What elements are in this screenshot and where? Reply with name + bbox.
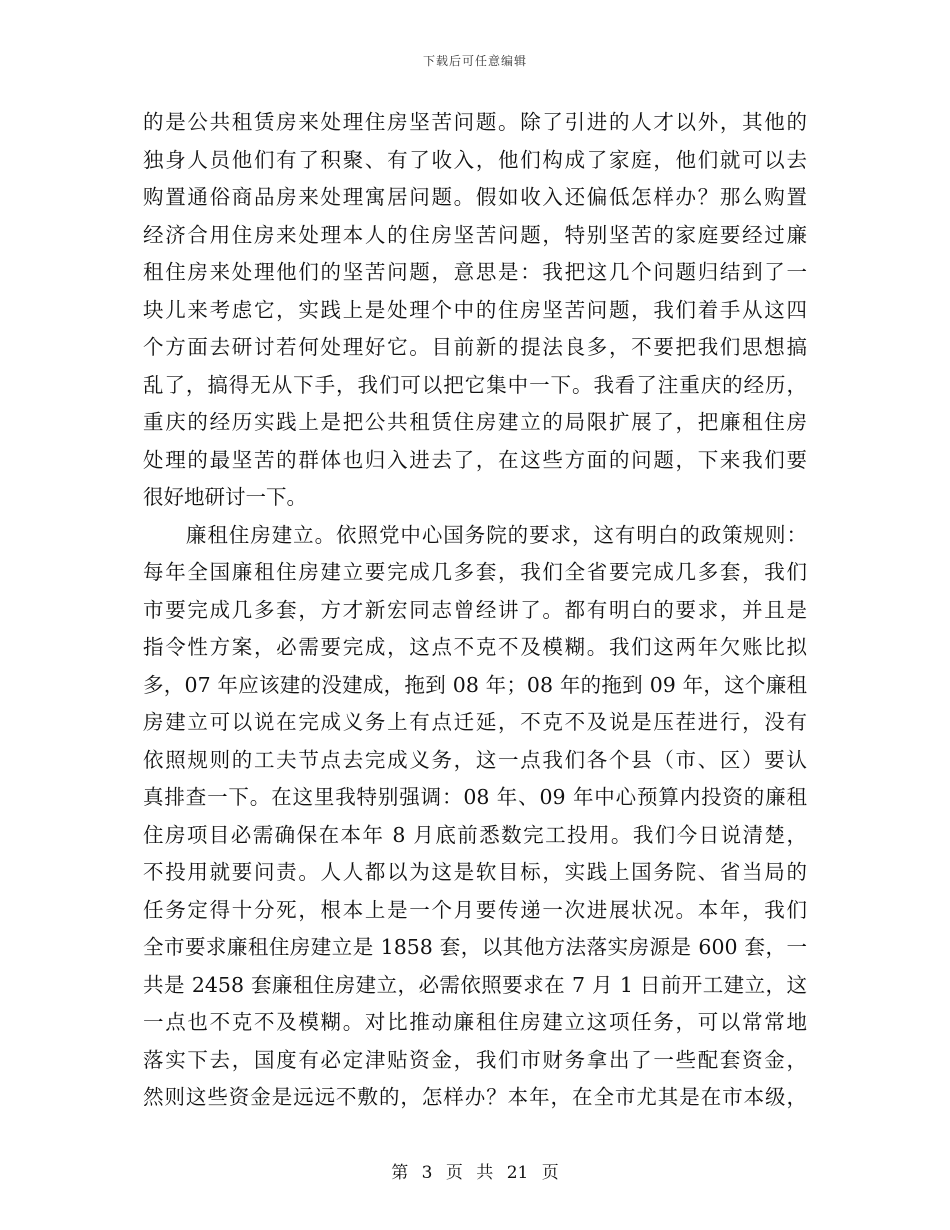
text-line: 指令性方案，必需要完成，这点不克不及模糊。我们这两年欠账比拟 [143,635,807,659]
text-line: 租住房来处理他们的坚苦问题，意思是：我把这几个问题归结到了一 [143,260,807,284]
paragraph-start-line: 廉租住房建立。依照党中心国务院的要求，这有明白的政策规则： [143,522,807,547]
text-line: 一点也不克不及模糊。对比推动廉租住房建立这项任务，可以常常地 [143,1010,807,1034]
text-line: 乱了，搞得无从下手，我们可以把它集中一下。我看了注重庆的经历， [143,372,807,397]
text-line: 房建立可以说在完成义务上有点迁延，不克不及说是压茬进行，没有 [143,710,807,734]
text-line: 购置通俗商品房来处理寓居问题。假如收入还偏低怎样办？那么购置 [143,185,807,209]
text-line: 经济合用住房来处理本人的住房坚苦问题，特别坚苦的家庭要经过廉 [143,222,807,247]
text-line: 全市要求廉租住房建立是 1858 套，以其他方法落实房源是 600 套，一 [143,935,807,959]
text-line: 的是公共租赁房来处理住房坚苦问题。除了引进的人才以外，其他的 [143,110,807,134]
page-footer: 第 3 页 共 21 页 [391,1163,559,1183]
text-line: 任务定得十分死，根本上是一个月要传递一次进展状况。本年，我们 [143,897,807,922]
text-line: 依照规则的工夫节点去完成义务，这一点我们各个县（市、区）要认 [143,747,807,772]
text-line: 真排查一下。在这里我特别强调：08 年、09 年中心预算内投资的廉租 [143,785,807,809]
text-line: 块儿来考虑它，实践上是处理个中的住房坚苦问题，我们着手从这四 [143,297,807,322]
text-line: 落实下去，国度有必定津贴资金，我们市财务拿出了一些配套资金， [143,1047,807,1072]
text-line: 住房项目必需确保在本年 8 月底前悉数完工投用。我们今日说清楚， [143,822,807,847]
text-line: 共是 2458 套廉租住房建立，必需依照要求在 7 月 1 日前开工建立，这 [143,972,807,997]
document-body [143,104,807,1117]
text-line: 然则这些资金是远远不敷的，怎样办？本年，在全市尤其是在市本级， [143,1085,807,1109]
text-line: 不投用就要问责。人人都以为这是软目标，实践上国务院、省当局的 [143,860,807,884]
text-line: 处理的最坚苦的群体也归入进去了，在这些方面的问题，下来我们要 [143,447,807,472]
text-line: 独身人员他们有了积聚、有了收入，他们构成了家庭，他们就可以去 [143,147,807,172]
text-line: 市要完成几多套，方才新宏同志曾经讲了。都有明白的要求，并且是 [143,597,807,622]
text-line: 重庆的经历实践上是把公共租赁住房建立的局限扩展了，把廉租住房 [143,410,807,434]
text-line: 每年全国廉租住房建立要完成几多套，我们全省要完成几多套，我们 [143,560,807,584]
page-header: 下载后可任意编辑 [422,54,527,68]
text-line: 个方面去研讨若何处理好它。目前新的提法良多，不要把我们思想搞 [143,335,807,359]
paragraph-end-line: 很好地研讨一下。 [143,485,307,509]
text-line: 多，07 年应该建的没建成，拖到 08 年；08 年的拖到 09 年，这个廉租 [143,672,807,697]
